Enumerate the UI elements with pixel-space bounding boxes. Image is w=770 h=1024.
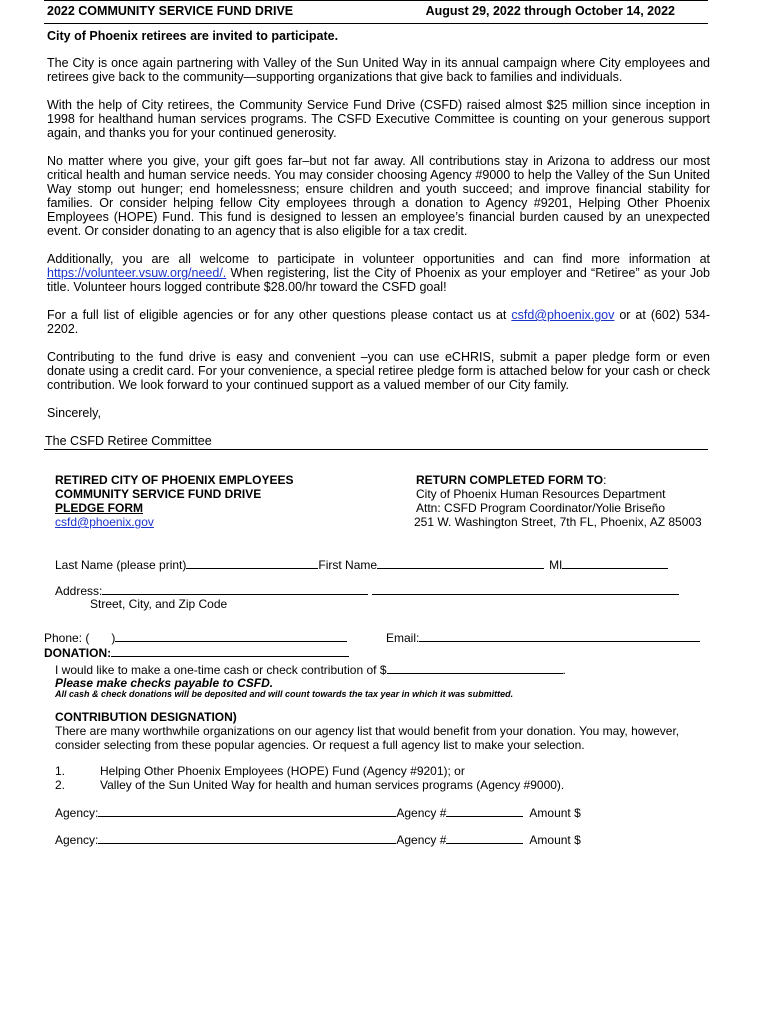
- page-header: [44, 0, 708, 24]
- contribution-row: [55, 662, 566, 677]
- return-dept: City of Phoenix Human Resources Department: [416, 487, 666, 501]
- designation-heading: [55, 710, 237, 724]
- designation-heading-text: CONTRIBUTION DESIGNATION: [55, 710, 233, 724]
- letter-paragraph-2: With the help of City retirees, the Community Service Fund Drive (CSFD) raised almost $25 million since inception in 1998 for healthand human services programs. The CSFD Executive Committee is counting on your generous support again, and thanks you for your continued generosity.: [47, 98, 710, 140]
- letter-heading: City of Phoenix retirees are invited to participate.: [47, 29, 339, 43]
- email-label: Email:: [386, 631, 420, 645]
- option-1-text: Helping Other Phoenix Employees (HOPE) Fund (Agency #9201); or: [100, 764, 465, 778]
- agency-row-2: [55, 832, 581, 847]
- agency-label: Agency:: [55, 833, 99, 847]
- agency-name-field-1[interactable]: [98, 805, 396, 817]
- agency-number-label: Agency #: [396, 806, 447, 820]
- address-label: Address:: [55, 584, 103, 598]
- return-heading-colon: :: [603, 473, 607, 487]
- amount-label: Amount $: [529, 806, 581, 820]
- contribution-amount-field[interactable]: [387, 662, 563, 674]
- return-attn: Attn: CSFD Program Coordinator/Yolie Briseño: [416, 501, 665, 515]
- form-pledge-title: PLEDGE FORM: [55, 501, 144, 515]
- agency-row-1: [55, 805, 581, 820]
- contact-email-link[interactable]: csfd@phoenix.gov: [511, 308, 615, 322]
- donation-field[interactable]: [111, 645, 349, 657]
- mi-field[interactable]: [562, 557, 668, 569]
- return-heading: [416, 473, 702, 487]
- donation-label: DONATION:: [44, 646, 112, 660]
- contribution-period: .: [562, 663, 566, 677]
- email-row: [386, 630, 700, 645]
- letter-paragraph-3: No matter where you give, your gift goes far–but not far away. All contributions stay in Arizona to address our most critical health and human service needs. You may consider choosing Agency #9000 to help the Valley of the Sun United Way stomp out hunger; end homelessness; ensure children and youth succeed; and improve financial stability for families. Or consider helping fellow City employees through a donation to Agency #9201, Helping Other Phoenix Employees (HOPE) Fund. This fund is designed to lessen an employee’s financial burden caused by an unexpected event. Or consider donating to an agency that is also eligible for a tax credit.: [47, 154, 710, 238]
- contribution-text: I would like to make a one-time cash or check contribution of $: [55, 663, 387, 677]
- paragraph-4-text: Additionally, you are all welcome to participate in volunteer opportunities and can find more information at: [47, 252, 710, 266]
- tax-note: All cash & check donations will be deposited and will count towards the tax year in which it was submitted.: [55, 689, 514, 699]
- paragraph-5-text-end: or at (602) 534-2202.: [47, 308, 710, 336]
- agency-number-field-1[interactable]: [446, 805, 523, 817]
- form-email-link[interactable]: csfd@phoenix.gov: [55, 515, 154, 529]
- return-street: 251 W. Washington Street, 7th FL, Phoenix, AZ 85003: [414, 515, 702, 529]
- address-row: [55, 583, 679, 598]
- letter-closing: Sincerely,: [47, 406, 101, 420]
- phone-row: [44, 630, 347, 645]
- letter-paragraph-4: [47, 252, 710, 294]
- designation-text: There are many worthwhile organizations on our agency list that would benefit from your donation. You may, however, consider selecting from these popular agencies. Or request a full agency list to make your selection.: [55, 724, 680, 752]
- checks-payable-note: Please make checks payable to CSFD.: [55, 676, 274, 690]
- pledge-form-title-block: [55, 473, 293, 529]
- form-org-line: RETIRED CITY OF PHOENIX EMPLOYEES: [55, 473, 294, 487]
- letter-signature: The CSFD Retiree Committee: [45, 434, 212, 448]
- email-field[interactable]: [419, 630, 700, 642]
- name-row: [55, 557, 668, 572]
- paragraph-5-text: For a full list of eligible agencies or for any other questions please contact us at: [47, 308, 512, 322]
- agency-number-field-2[interactable]: [446, 832, 523, 844]
- volunteer-link[interactable]: https://volunteer.vsuw.org/need/.: [47, 266, 227, 280]
- option-1-number: 1.: [55, 764, 66, 778]
- letter-body: [47, 29, 710, 462]
- section-divider: [44, 449, 708, 450]
- first-name-field[interactable]: [377, 557, 544, 569]
- first-name-label: First Name: [318, 558, 378, 572]
- address-hint: Street, City, and Zip Code: [90, 597, 228, 611]
- return-address-block: [416, 473, 702, 529]
- letter-paragraph-5: [47, 308, 710, 336]
- letter-paragraph-6: Contributing to the fund drive is easy and convenient –you can use eCHRIS, submit a paper pledge form or even donate using a credit card. For your convenience, a special retiree pledge form is attached below for your cash or check contribution. We look forward to your continued support as a valued member of our City family.: [47, 350, 710, 392]
- mi-label: MI: [549, 558, 563, 572]
- donation-row: [44, 645, 349, 660]
- header-title: 2022 COMMUNITY SERVICE FUND DRIVE: [47, 4, 294, 18]
- form-drive-line: COMMUNITY SERVICE FUND DRIVE: [55, 487, 262, 501]
- return-heading-text: RETURN COMPLETED FORM TO: [416, 473, 604, 487]
- last-name-field[interactable]: [186, 557, 318, 569]
- phone-field[interactable]: [115, 630, 347, 642]
- designation-heading-paren: ): [232, 710, 237, 724]
- agency-label: Agency:: [55, 806, 99, 820]
- option-2-number: 2.: [55, 778, 66, 792]
- agency-name-field-2[interactable]: [98, 832, 396, 844]
- address-field-2[interactable]: [372, 583, 679, 595]
- phone-label: Phone: (: [44, 631, 90, 645]
- paragraph-4-text-end: When registering, list the City of Phoenix as your employer and “Retiree” as your Job title. Volunteer hours logged contribute $28.00/hr toward the CSFD goal!: [47, 266, 710, 294]
- agency-number-label: Agency #: [396, 833, 447, 847]
- letter-paragraph-1: The City is once again partnering with Valley of the Sun United Way in its annual campaign where City employees and retirees give back to the community—supporting organizations that give back to families and individuals.: [47, 56, 710, 84]
- amount-label: Amount $: [529, 833, 581, 847]
- phone-close: ): [111, 631, 116, 645]
- option-2-text: Valley of the Sun United Way for health and human services programs (Agency #9000).: [100, 778, 565, 792]
- last-name-label: Last Name (please print): [55, 558, 187, 572]
- header-dates: August 29, 2022 through October 14, 2022: [425, 4, 675, 18]
- address-field-1[interactable]: [102, 583, 368, 595]
